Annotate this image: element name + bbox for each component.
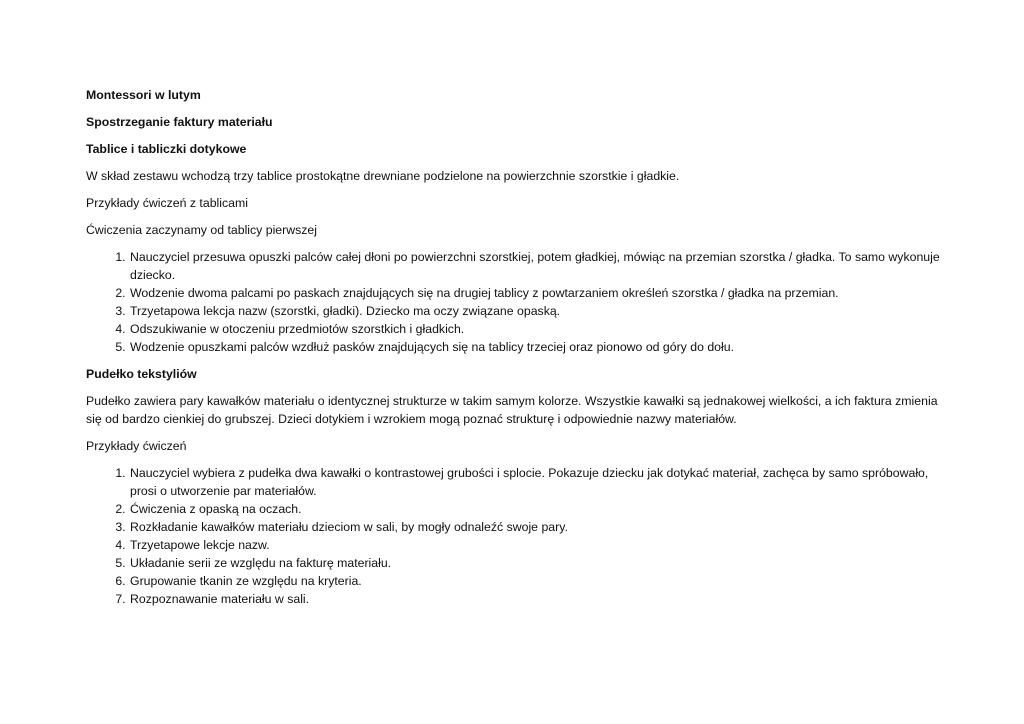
list-item: 7. Rozpoznawanie materiału w sali.	[129, 590, 946, 608]
document-title: Montessori w lutym	[86, 88, 201, 102]
list-item: 4. Trzyetapowe lekcje nazw.	[129, 536, 946, 554]
list-item: 6. Grupowanie tkanin ze względu na kryteria.	[129, 572, 946, 590]
list-item: 2. Wodzenie dwoma palcami po paskach znajdujących się na drugiej tablicy z powtarzaniem określeń szorstka / gładka na przemian.	[129, 284, 946, 302]
section-intro-tablice: W skład zestawu wchodzą trzy tablice prostokątne drewniane podzielone na powierzchnie szorstkie i gładkie.	[86, 169, 680, 183]
exercise-list-tablice	[86, 248, 946, 356]
document-body	[86, 86, 946, 617]
section-intro-pudelko: Pudełko zawiera pary kawałków materiału o identycznej strukturze w takim samym kolorze. Wszystkie kawałki są jednakowej wielkości, a ich faktura zmienia się od bardzo cienkiej do grubszej. Dzieci dotykiem i wzrokiem mogą poznać strukturę i odpowiednie nazwy materiałów.	[86, 394, 938, 426]
exercise-list-pudelko	[86, 464, 946, 608]
list-item: 5. Układanie serii ze względu na fakturę materiału.	[129, 554, 946, 572]
section-heading-tablice: Tablice i tabliczki dotykowe	[86, 142, 247, 156]
list-item: 1. Nauczyciel wybiera z pudełka dwa kawałki o kontrastowej grubości i splocie. Pokazuje dziecku jak dotykać materiał, zachęca by samo spróbowało, prosi o utworzenie par materiałów.	[129, 464, 946, 500]
examples-label-pudelko: Przykłady ćwiczeń	[86, 439, 187, 453]
section-heading-pudelko: Pudełko tekstyliów	[86, 367, 197, 381]
examples-label-tablice: Przykłady ćwiczeń z tablicami	[86, 196, 248, 210]
document-subtitle: Spostrzeganie faktury materiału	[86, 115, 273, 129]
list-item: 4. Odszukiwanie w otoczeniu przedmiotów szorstkich i gładkich.	[129, 320, 946, 338]
list-item: 1. Nauczyciel przesuwa opuszki palców całej dłoni po powierzchni szorstkiej, potem gładkiej, mówiąc na przemian szorstka / gładka. To samo wykonuje dziecko.	[129, 248, 946, 284]
list-item: 2. Ćwiczenia z opaską na oczach.	[129, 500, 946, 518]
list-item: 5. Wodzenie opuszkami palców wzdłuż pasków znajdujących się na tablicy trzeciej oraz pionowo od góry do dołu.	[129, 338, 946, 356]
list-item: 3. Rozkładanie kawałków materiału dzieciom w sali, by mogły odnaleźć swoje pary.	[129, 518, 946, 536]
start-label-tablice: Ćwiczenia zaczynamy od tablicy pierwszej	[86, 223, 317, 237]
list-item: 3. Trzyetapowa lekcja nazw (szorstki, gładki). Dziecko ma oczy związane opaską.	[129, 302, 946, 320]
